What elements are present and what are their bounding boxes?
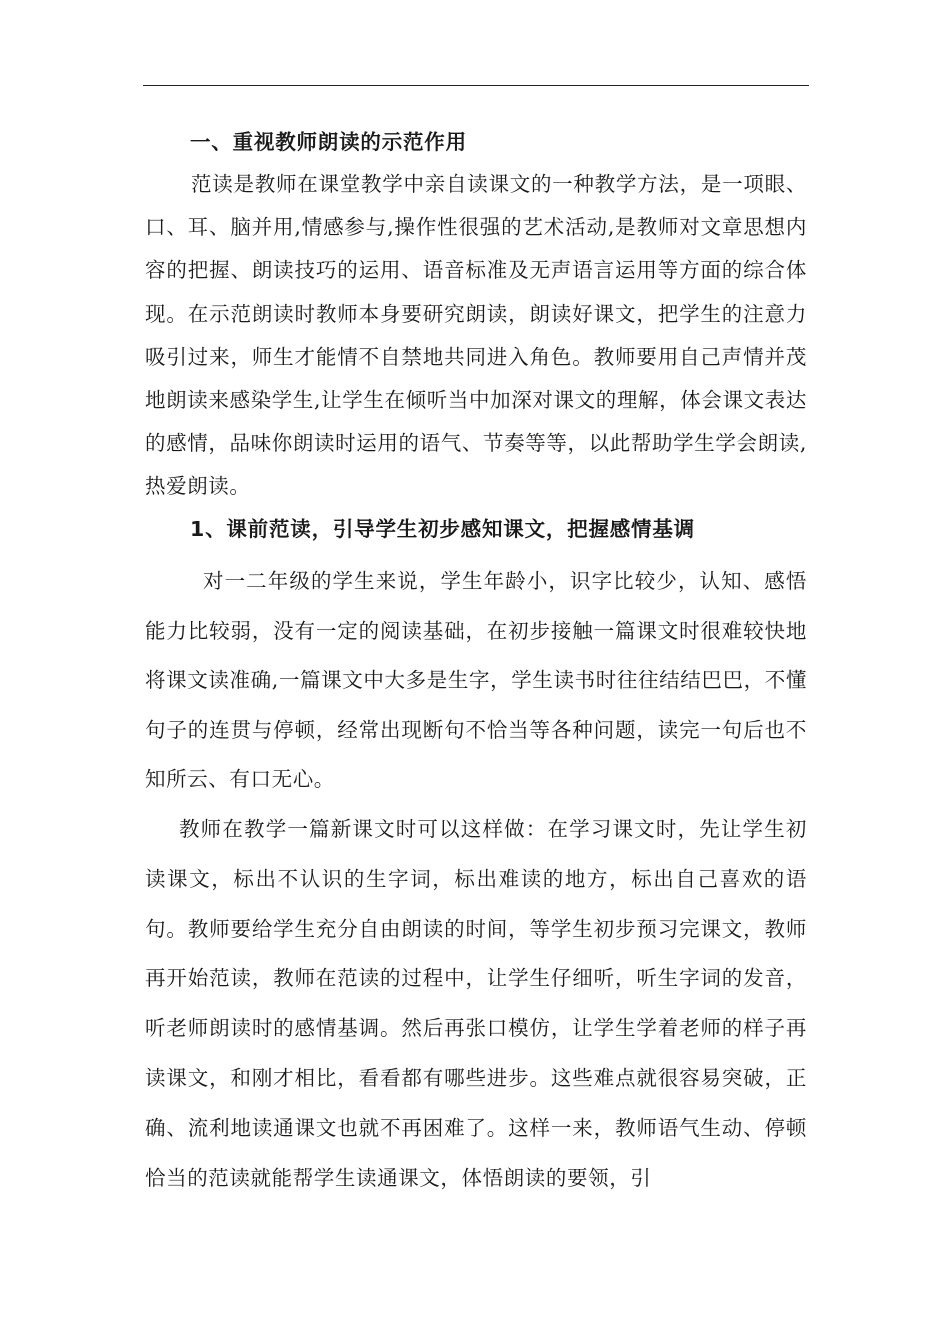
body-paragraph: 教师在教学一篇新课文时可以这样做：在学习课文时，先让学生初读课文，标出不认识的生字词，标出难读的地方，标出自己喜欢的语句。教师要给学生充分自由朗读的时间，等学生初步预习完课文，教师再开始范读，教师在范读的过程中，让学生仔细听，听生字词的发音，听老师朗读时的感情基调。然后再张口模仿，让学生学着老师的样子再读课文，和刚才相比，看看都有哪些进步。这些难点就很容易突破，正确、流利地读通课文也就不再困难了。这样一来，教师语气生动、停顿恰当的范读就能帮学生读通课文，体悟朗读的要领，引 [145,817,807,1190]
subsection-heading: 1、课前范读，引导学生初步感知课文，把握感情基调 [190,517,695,541]
body-paragraph: 对一二年级的学生来说，学生年龄小，识字比较少，认知、感悟能力比较弱，没有一定的阅读基础，在初步接触一篇课文时很难较快地将课文读准确,一篇课文中大多是生字，学生读书时往往结结巴巴，不懂句子的连贯与停顿，经常出现断句不恰当等各种问题，读完一句后也不知所云、有口无心。 [145,569,807,792]
body-paragraph: 范读是教师在课堂教学中亲自读课文的一种教学方法，是一项眼、口、耳、脑并用,情感参与,操作性很强的艺术活动,是教师对文章思想内容的把握、朗读技巧的运用、语音标准及无声语言运用等方面的综合体现。在示范朗读时教师本身要研究朗读，朗读好课文，把学生的注意力吸引过来，师生才能情不自禁地共同进入角色。教师要用自己声情并茂地朗读来感染学生,让学生在倾听当中加深对课文的理解，体会课文表达的感情，品味你朗读时运用的语气、节奏等等，以此帮助学生学会朗读,热爱朗读。 [145,172,807,499]
section-heading: 一、重视教师朗读的示范作用 [190,130,467,154]
header-rule [143,85,809,86]
